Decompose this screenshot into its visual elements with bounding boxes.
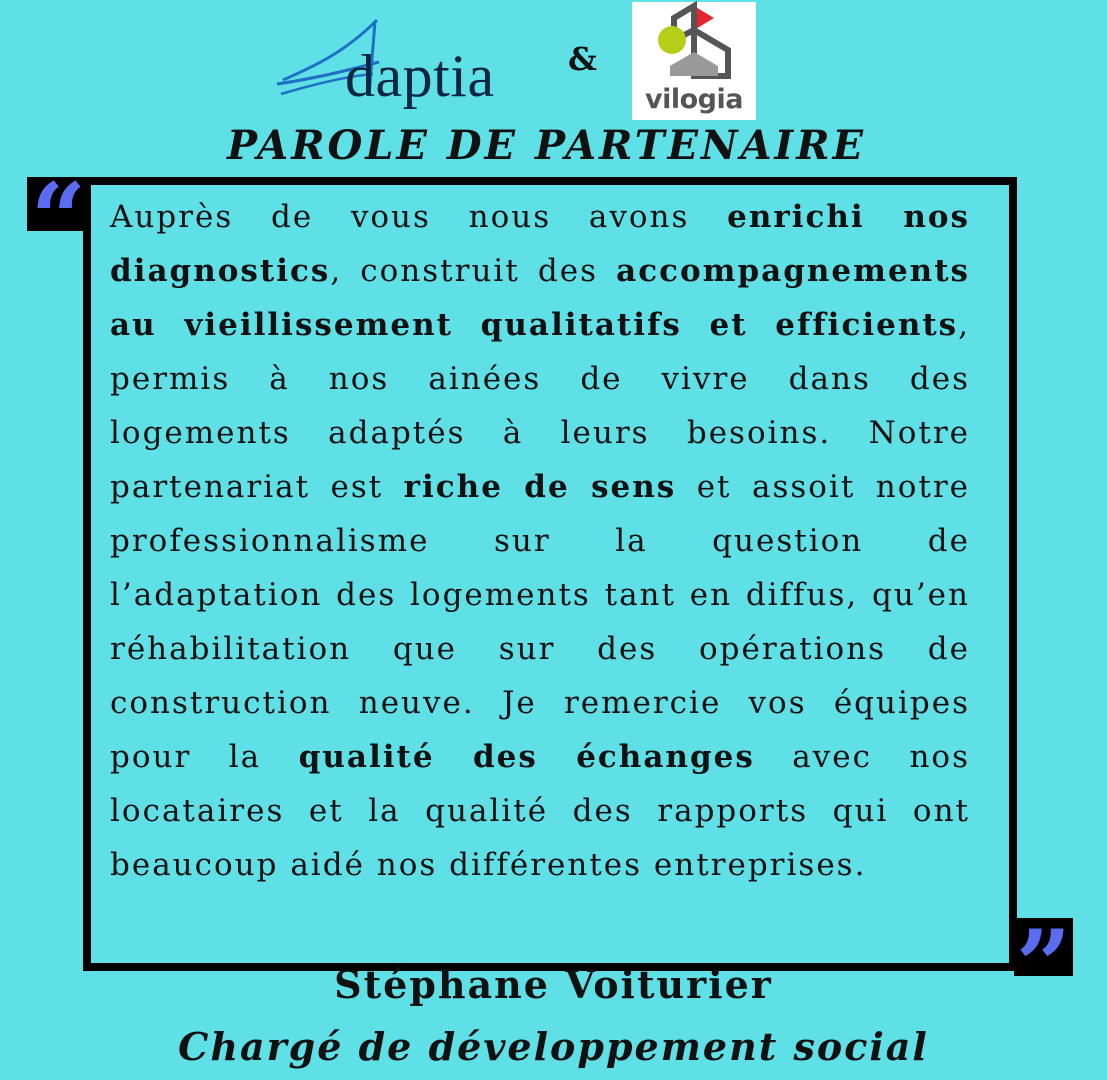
quote-segment: Auprès de vous nous avons — [110, 199, 728, 235]
quote-body — [110, 190, 970, 892]
quote-highlight: qualité des échanges — [298, 739, 755, 775]
quote-highlight: riche de sens — [403, 469, 677, 505]
vilogia-logo-text: vilogia — [645, 84, 743, 115]
ampersand: & — [568, 40, 597, 78]
adaptia-logo — [275, 18, 535, 108]
open-quote-mark: “ — [30, 162, 87, 275]
author-role: Chargé de développement social — [178, 1024, 929, 1069]
quote-highlight: enrichi nos diagnostics — [110, 199, 970, 289]
quote-segment: avec nos locataires et la qualité des rapports qui ont beaucoup aidé nos différentes entreprises. — [110, 739, 971, 883]
close-quote-mark: ” — [1015, 909, 1072, 1022]
open-quote-icon — [27, 162, 90, 275]
quote-segment: et assoit notre professionnalisme sur la question de l’adaptation des logements tant en diffus, qu’en réhabilitation que sur des opérations de construction neuve. Je remercie vos équipes pour la — [110, 469, 970, 775]
vilogia-logo — [632, 2, 756, 120]
quote-segment: , permis à nos ainées de vivre dans des logements adaptés à leurs besoins. Notre partenariat est — [110, 307, 970, 505]
quote-segment: , construit des — [330, 253, 617, 289]
adaptia-logo-text: daptia — [345, 43, 495, 109]
author-name: Stéphane Voiturier — [334, 962, 773, 1007]
quote-highlight: accompagnements au vieillissement qualitatifs et efficients — [110, 253, 970, 343]
page-title: PAROLE DE PARTENAIRE — [227, 122, 866, 169]
